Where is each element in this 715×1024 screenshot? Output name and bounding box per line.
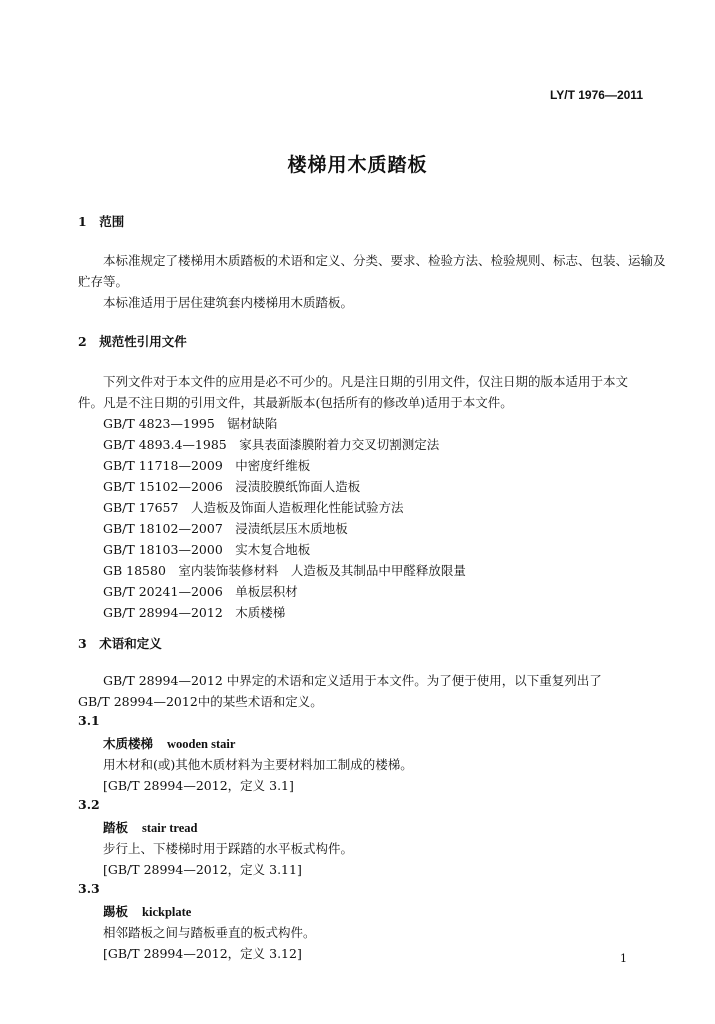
reference-item: GB/T 4893.4—1985 家具表面漆膜附着力交叉切割测定法 [103, 437, 440, 452]
term-chinese: 踏板 [103, 820, 129, 835]
term-number: 3.2 [78, 797, 100, 812]
term-source: [GB/T 28994—2012，定义 3.12] [103, 946, 302, 961]
term-number: 3.3 [78, 881, 100, 896]
reference-item: GB/T 17657 人造板及饰面人造板理化性能试验方法 [103, 500, 404, 515]
section-1-paragraph-1-line-1: 本标准规定了楼梯用木质踏板的术语和定义、分类、要求、检验方法、检验规则、标志、包装、运输及 [103, 253, 666, 268]
section-1-paragraph-1-line-2: 贮存等。 [78, 274, 129, 289]
term-source: [GB/T 28994—2012，定义 3.11] [103, 862, 302, 877]
document-title: 楼梯用木质踏板 [287, 154, 428, 176]
standard-code: LY/T 1976—2011 [550, 88, 643, 102]
term-number: 3.1 [78, 713, 100, 728]
page-number: 1 [620, 952, 627, 965]
reference-item: GB/T 15102—2006 浸渍胶膜纸饰面人造板 [103, 479, 361, 494]
reference-item: GB 18580 室内装饰装修材料 人造板及其制品中甲醛释放限量 [103, 563, 466, 578]
term-chinese: 踢板 [103, 904, 129, 919]
term-definition: 用木材和(或)其他木质材料为主要材料加工制成的楼梯。 [103, 757, 413, 772]
section-2-paragraph-line-2: 件。凡是不注日期的引用文件，其最新版本(包括所有的修改单)适用于本文件。 [78, 395, 513, 410]
term-english: kickplate [142, 905, 192, 919]
reference-item: GB/T 28994—2012 木质楼梯 [103, 605, 286, 620]
term-definition: 相邻踏板之间与踏板垂直的板式构件。 [103, 925, 316, 940]
reference-item: GB/T 11718—2009 中密度纤维板 [103, 458, 311, 473]
term-english: wooden stair [167, 737, 236, 751]
section-1-paragraph-2: 本标准适用于居住建筑套内楼梯用木质踏板。 [103, 295, 354, 310]
reference-item: GB/T 18103—2000 实木复合地板 [103, 542, 311, 557]
reference-item: GB/T 18102—2007 浸渍纸层压木质地板 [103, 521, 348, 536]
term-source: [GB/T 28994—2012，定义 3.1] [103, 778, 294, 793]
section-2-heading: 2 规范性引用文件 [78, 334, 187, 349]
section-3-paragraph-line-1: GB/T 28994—2012 中界定的术语和定义适用于本文件。为了便于使用，以下重复列出了 [103, 673, 602, 688]
reference-item: GB/T 20241—2006 单板层积材 [103, 584, 298, 599]
term-chinese: 木质楼梯 [103, 736, 154, 751]
section-2-paragraph-line-1: 下列文件对于本文件的应用是必不可少的。凡是注日期的引用文件，仅注日期的版本适用于本文 [103, 374, 629, 389]
term-english: stair tread [142, 821, 198, 835]
term-heading [103, 734, 235, 752]
term-heading [103, 902, 191, 920]
term-heading [103, 818, 197, 836]
reference-item: GB/T 4823—1995 锯材缺陷 [103, 416, 278, 431]
section-3-paragraph-line-2: GB/T 28994—2012中的某些术语和定义。 [78, 694, 323, 709]
term-definition: 步行上、下楼梯时用于踩踏的水平板式构件。 [103, 841, 354, 856]
section-1-heading: 1 范围 [78, 214, 125, 229]
section-3-heading: 3 术语和定义 [78, 636, 162, 651]
